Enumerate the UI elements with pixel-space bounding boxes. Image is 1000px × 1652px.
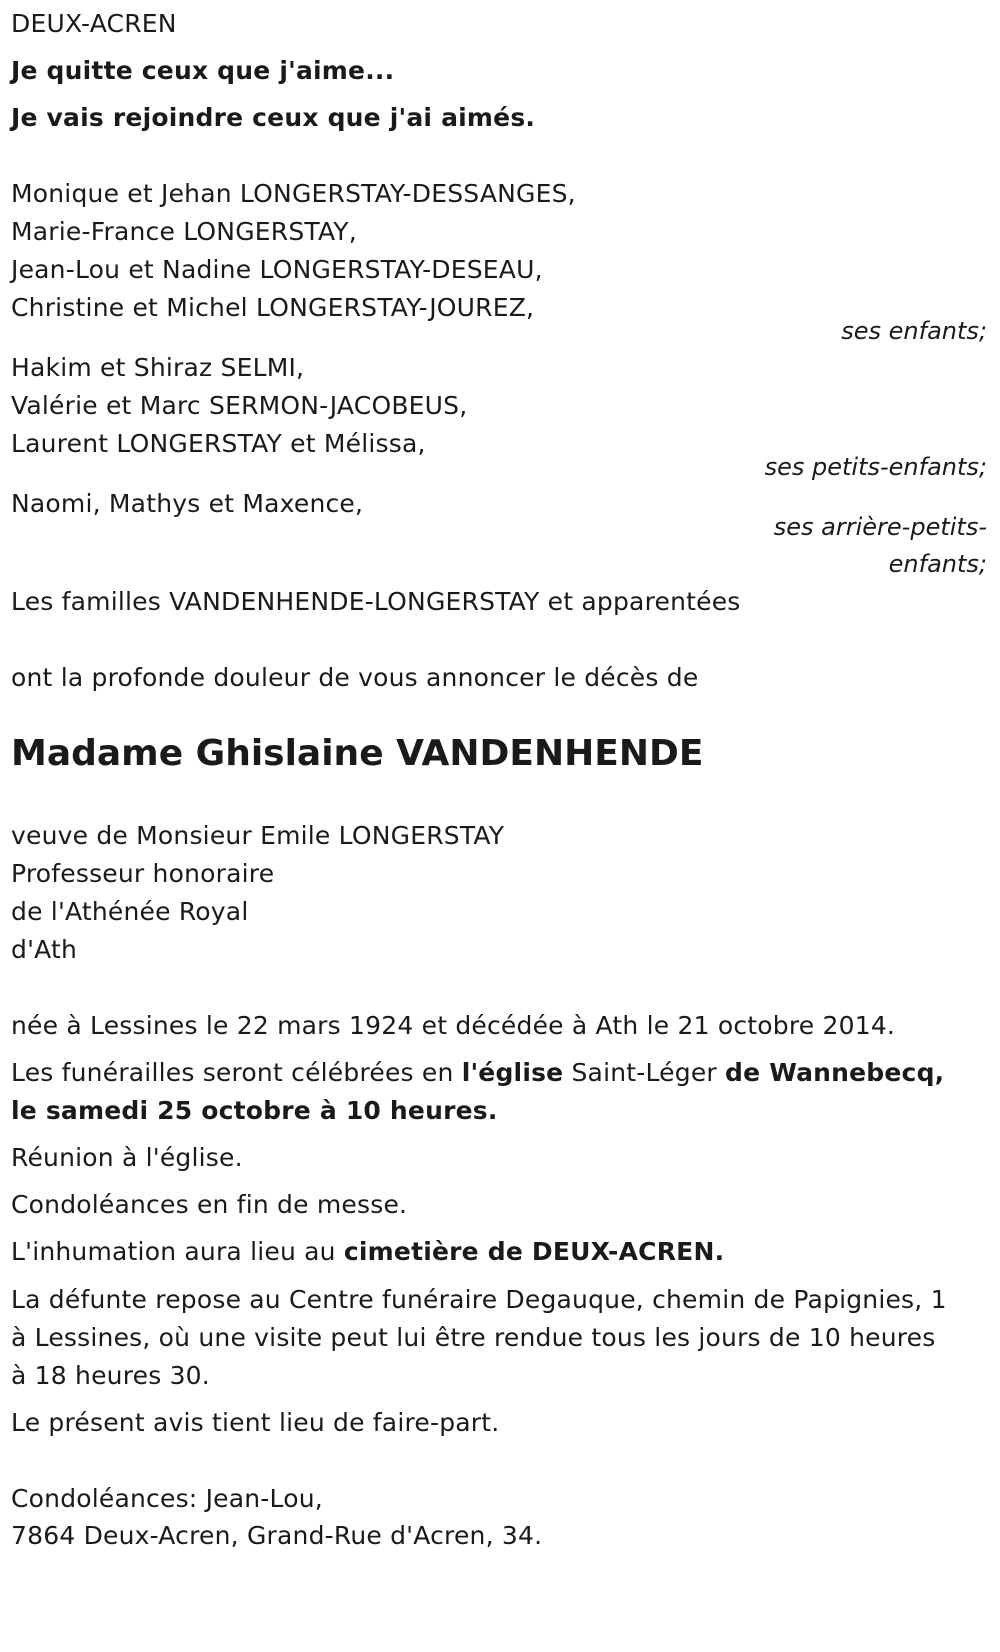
grandchildren-name: Laurent LONGERSTAY et Mélissa,	[11, 429, 426, 458]
quote-line-2: Je vais rejoindre ceux que j'ai aimés.	[11, 103, 536, 132]
funeral-line-1	[11, 1058, 944, 1088]
detail-line: veuve de Monsieur Emile LONGERSTAY	[11, 821, 505, 850]
detail-line: de l'Athénée Royal	[11, 897, 249, 926]
rest-line-1: La défunte repose au Centre funéraire Degauque, chemin de Papignies, 1	[11, 1285, 947, 1314]
detail-line: Professeur honoraire	[11, 859, 275, 888]
funeral-prefix: Les funérailles seront célébrées en	[11, 1058, 462, 1087]
rest-line-2: à Lessines, où une visite peut lui être rendue tous les jours de 10 heures	[11, 1323, 936, 1352]
children-name: Jean-Lou et Nadine LONGERSTAY-DESEAU,	[11, 255, 543, 284]
children-name: Christine et Michel LONGERSTAY-JOUREZ,	[11, 293, 535, 322]
funeral-place: de Wannebecq,	[725, 1058, 945, 1087]
great-grandchildren-label-1: ses arrière-petits-	[773, 513, 987, 541]
funeral-church-name: Saint-Léger	[563, 1058, 726, 1087]
quote-line-1: Je quitte ceux que j'aime...	[11, 56, 395, 85]
funeral-church: l'église	[461, 1058, 564, 1087]
announcement-line: ont la profonde douleur de vous annoncer le décès de	[11, 663, 699, 692]
grandchildren-name: Hakim et Shiraz SELMI,	[11, 353, 305, 382]
rest-line-3: à 18 heures 30.	[11, 1361, 210, 1390]
funeral-line-2: le samedi 25 octobre à 10 heures.	[11, 1096, 498, 1125]
children-name: Monique et Jehan LONGERSTAY-DESSANGES,	[11, 179, 576, 208]
great-grandchildren-label-2: enfants;	[888, 550, 987, 578]
grandchildren-name: Valérie et Marc SERMON-JACOBEUS,	[11, 391, 468, 420]
condolences-mass-line: Condoléances en fin de messe.	[11, 1190, 408, 1219]
families-line: Les familles VANDENHENDE-LONGERSTAY et apparentées	[11, 587, 741, 616]
detail-line: d'Ath	[11, 935, 78, 964]
location-heading: DEUX-ACREN	[11, 9, 177, 38]
dates-line: née à Lessines le 22 mars 1924 et décédée à Ath le 21 octobre 2014.	[11, 1011, 896, 1040]
burial-place: cimetière de DEUX-ACREN.	[343, 1237, 725, 1266]
deceased-name: Madame Ghislaine VANDENHENDE	[11, 733, 704, 774]
burial-line	[11, 1237, 724, 1267]
notice-line: Le présent avis tient lieu de faire-part.	[11, 1408, 500, 1437]
address-line-1: Condoléances: Jean-Lou,	[11, 1484, 323, 1513]
children-name: Marie-France LONGERSTAY,	[11, 217, 357, 246]
meeting-line: Réunion à l'église.	[11, 1143, 243, 1172]
burial-prefix: L'inhumation aura lieu au	[11, 1237, 344, 1266]
grandchildren-label: ses petits-enfants;	[764, 453, 987, 481]
children-label: ses enfants;	[841, 317, 987, 345]
great-grandchildren-name: Naomi, Mathys et Maxence,	[11, 489, 364, 518]
address-line-2: 7864 Deux-Acren, Grand-Rue d'Acren, 34.	[11, 1521, 543, 1550]
